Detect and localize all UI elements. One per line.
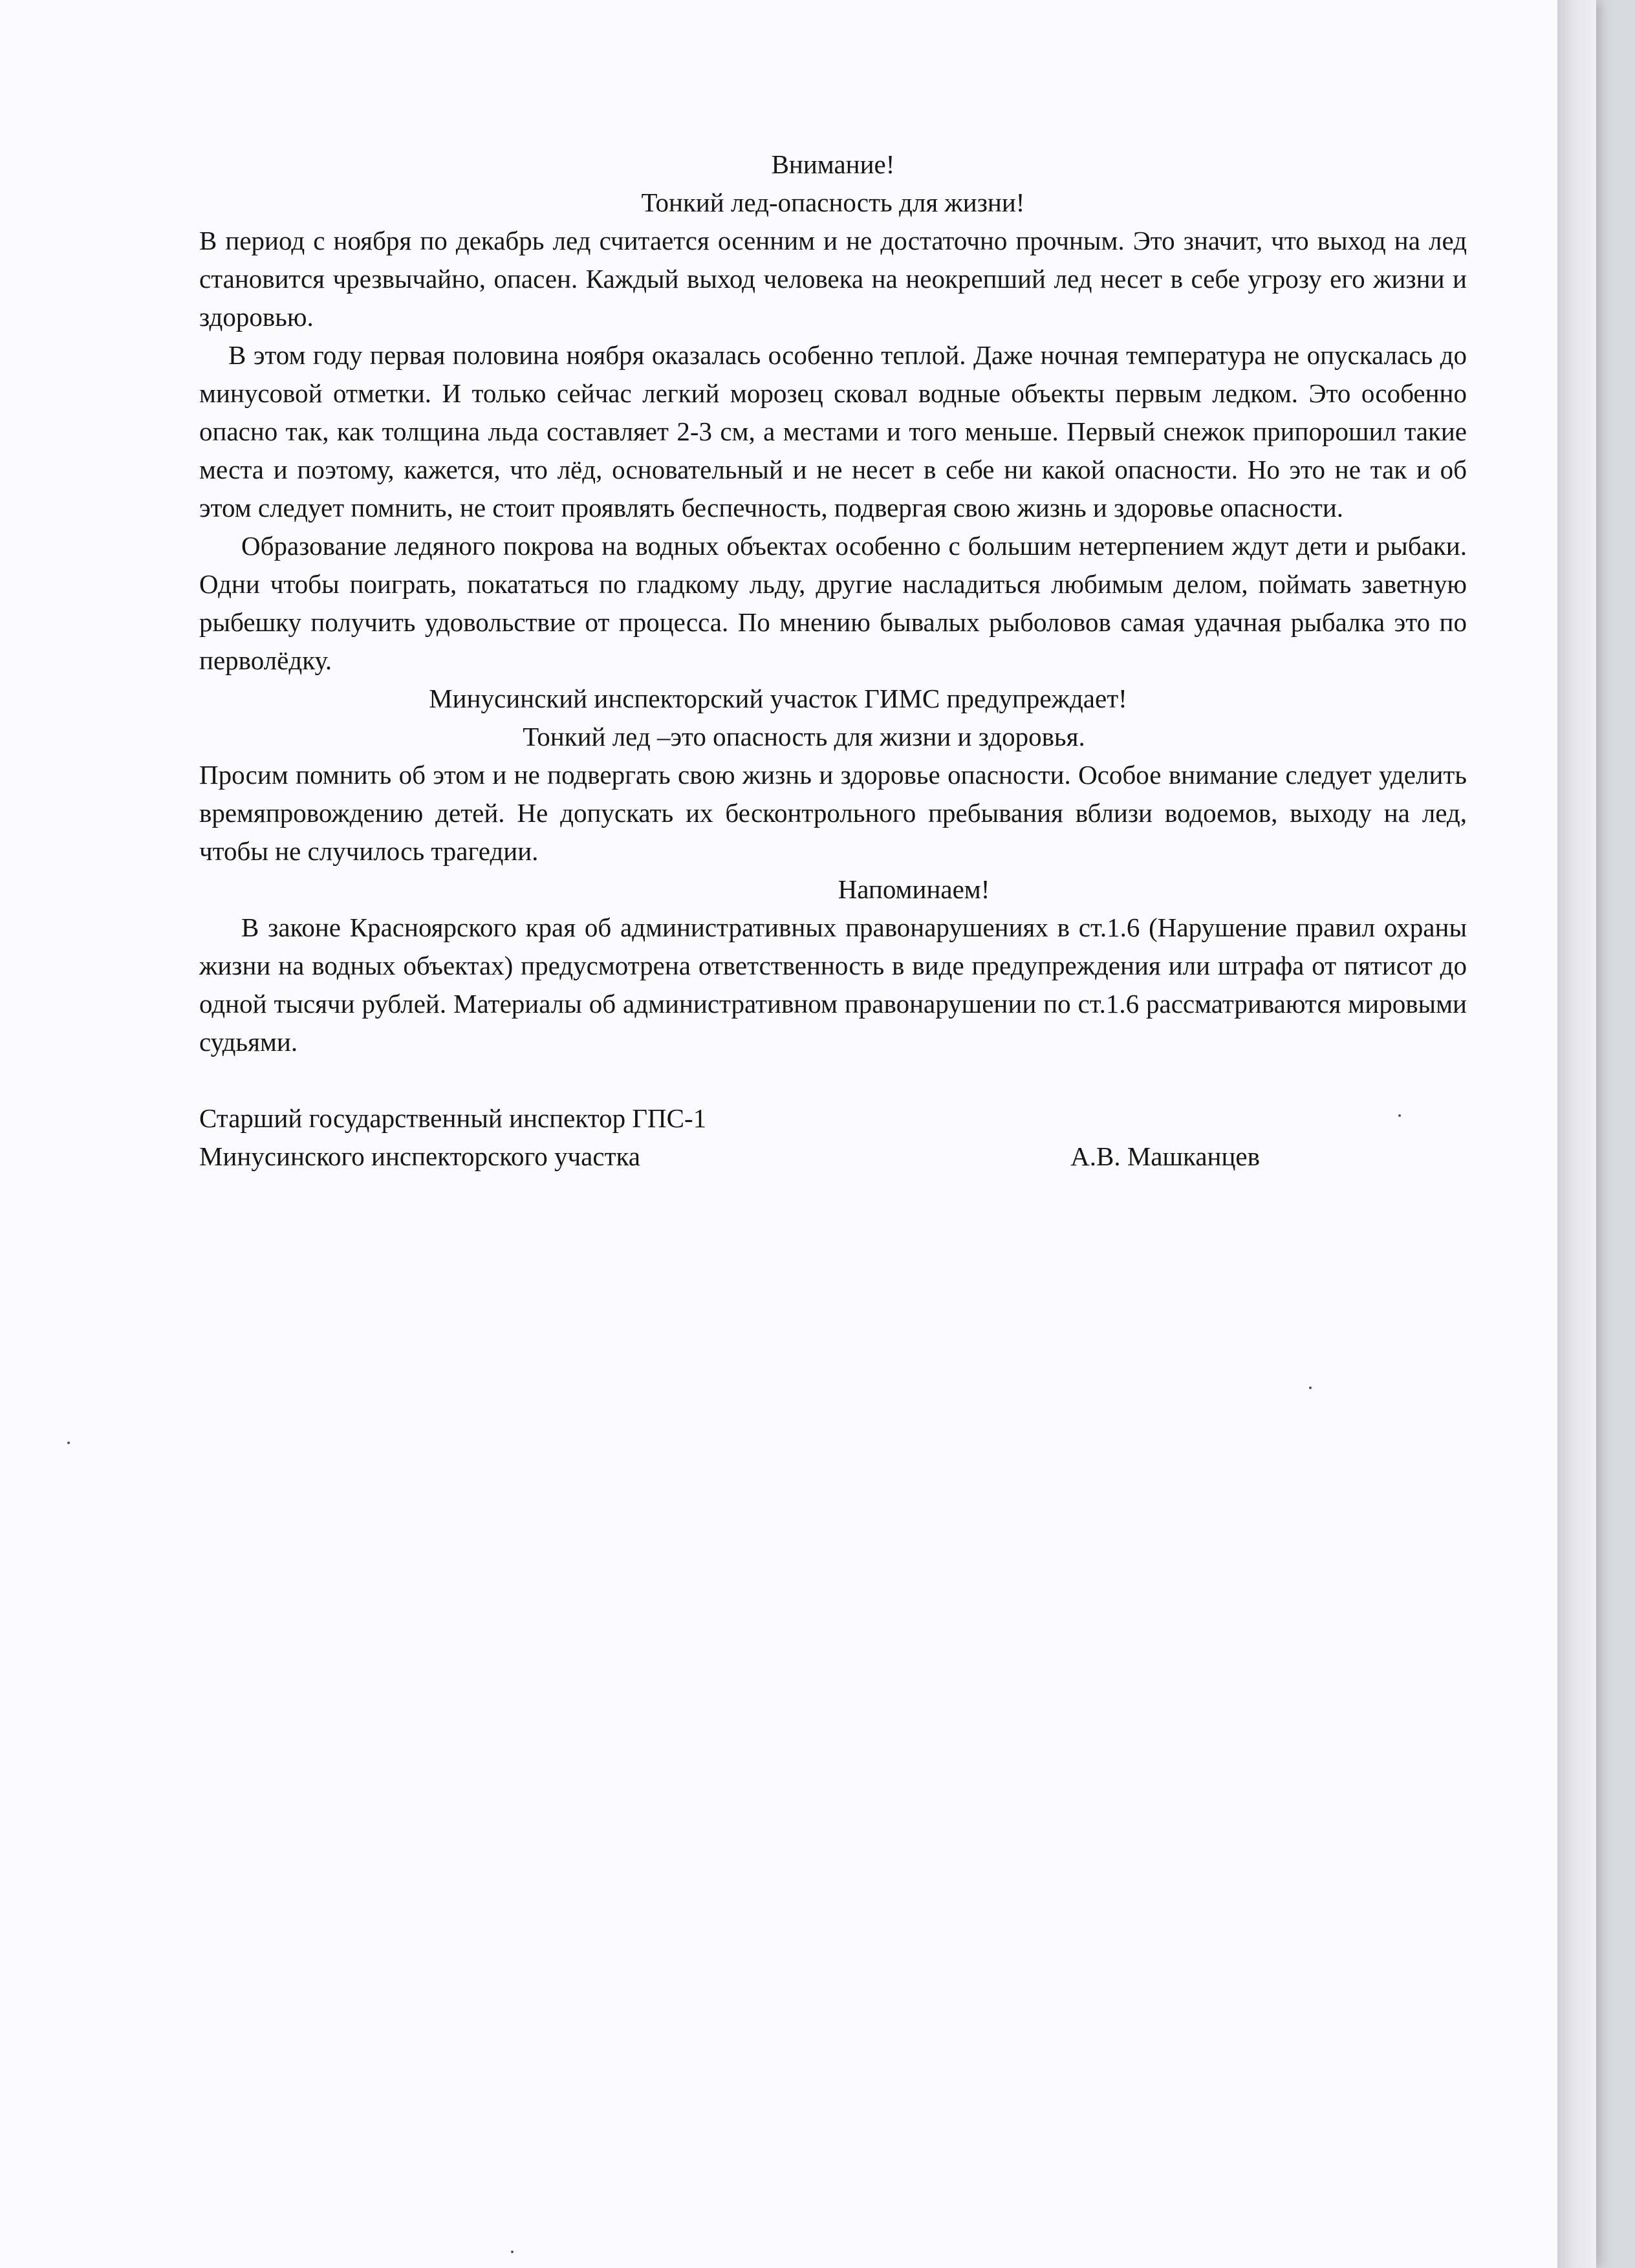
signature-line-1 (199, 1099, 1299, 1138)
paragraph-request: Просим помнить об этом и не подвергать свою жизнь и здоровье опасности. Особое внимание следует уделить времяпровождению детей. Не допускать их бесконтрольного пребывания вблизи водоемов, выходу на лед, чтобы не случилось трагедии. (199, 760, 1467, 866)
scan-speck (67, 1442, 70, 1444)
signature-block (199, 1099, 1299, 1176)
reminder-heading: Напоминаем! (838, 874, 990, 904)
paragraph-law: В законе Красноярского края об административных правонарушениях в ст.1.6 (Нарушение правил охраны жизни на водных объектах) предусмотрена ответственность в виде предупреждения или штрафа от пятисот до одной тысячи рублей. Материалы об административном правонарушении по ст.1.6 рассматриваются мировыми судьями. (199, 913, 1467, 1057)
warning-line-thin-ice: Тонкий лед –это опасность для жизни и здоровья. (523, 722, 1085, 751)
paragraph-intro: В период с ноября по декабрь лед считается осенним и не достаточно прочным. Это значит, что выход на лед становится чрезвычайно, опасен. Каждый выход человека на неокрепший лед несет в себе угрозу его жизни и здоровью. (199, 226, 1467, 332)
scan-speck (1309, 1387, 1312, 1389)
page-edge-shadow (1557, 0, 1596, 2268)
document-body (199, 146, 1467, 1176)
paragraph-children-fishers: Образование ледяного покрова на водных объектах особенно с большим нетерпением ждут дети и рыбаки. Одни чтобы поиграть, покататься по гладкому льду, другие насладиться любимым делом, поймать заветную рыбешку получить удовольствие от процесса. По мнению бывалых рыболовов самая удачная рыбалка это по перволёдку. (199, 531, 1467, 675)
warning-line-inspectorate: Минусинский инспекторский участок ГИМС предупреждает! (429, 684, 1127, 713)
signature-name: А.В. Машканцев (1070, 1141, 1260, 1171)
signature-line-2 (199, 1138, 1299, 1176)
document-heading: Внимание! (771, 149, 895, 179)
scan-speck (1398, 1114, 1401, 1117)
signature-title-1: Старший государственный инспектор ГПС-1 (199, 1103, 707, 1133)
paragraph-weather: В этом году первая половина ноября оказалась особенно теплой. Даже ночная температура не опускалась до минусовой отметки. И только сейчас легкий морозец сковал водные объекты первым ледком. Это особенно опасно так, как толщина льда составляет 2-3 см, а местами и того меньше. Первый снежок припорошил такие места и поэтому, кажется, что лёд, основательный и не несет в себе ни какой опасности. Но это не так и об этом следует помнить, не стоит проявлять беспечность, подвергая свою жизнь и здоровье опасности. (199, 340, 1467, 523)
signature-title-2: Минусинского инспекторского участка (199, 1141, 640, 1171)
scan-speck (511, 2251, 514, 2253)
document-subheading: Тонкий лед-опасность для жизни! (641, 188, 1025, 217)
